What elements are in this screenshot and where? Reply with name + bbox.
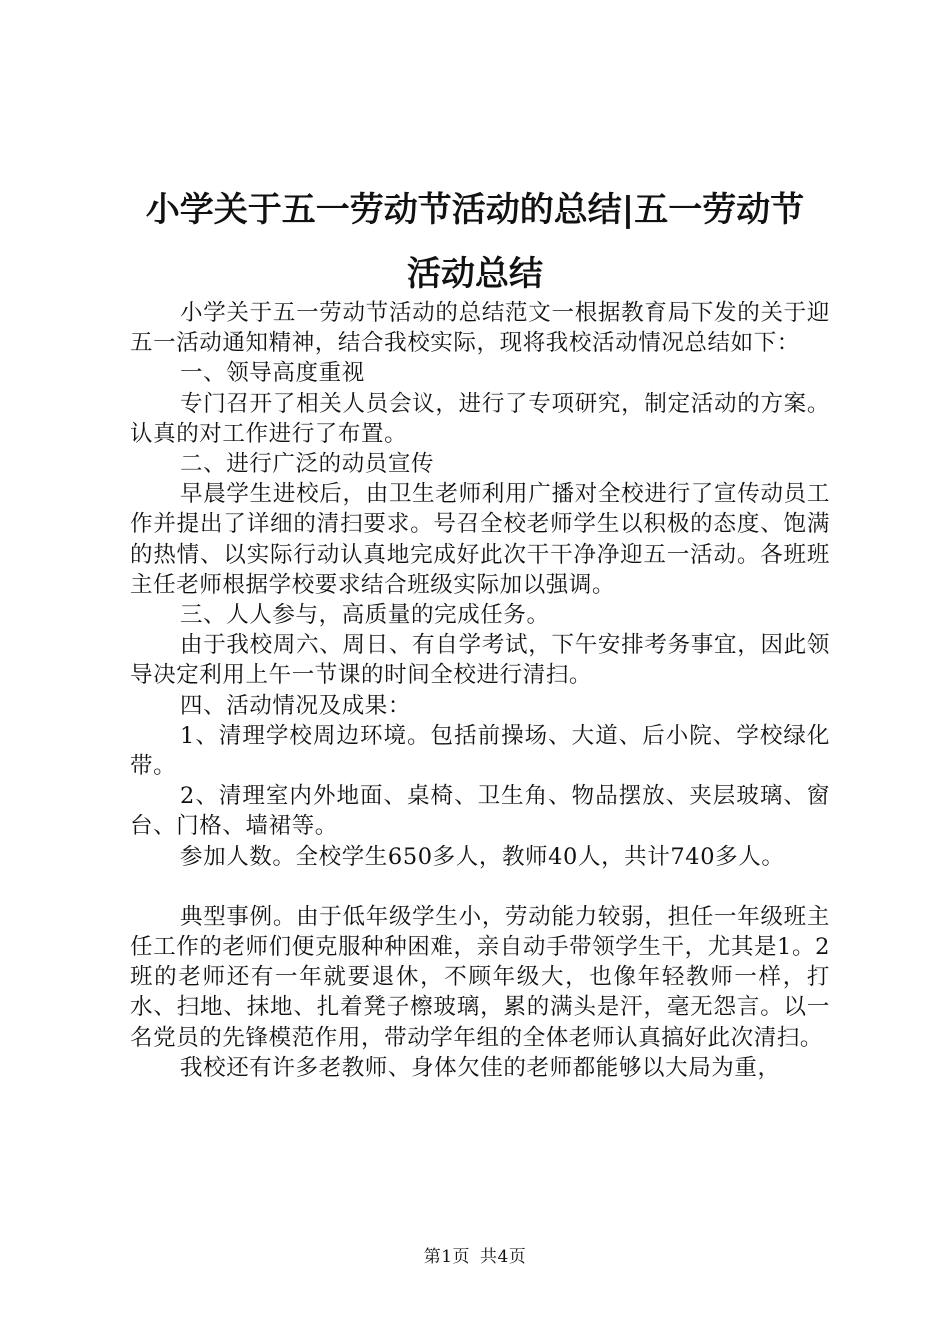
heading-section-4: 四、活动情况及成果： (180, 692, 412, 719)
paragraph-intro: 小学关于五一劳动节活动的总结范文一根据教育局下发的关于迎五一活动通知精神，结合我校实际，现将我校活动情况总结如下： (130, 300, 830, 357)
paragraph-section-2: 早晨学生进校后，由卫生老师利用广播对全校进行了宣传动员工作并提出了详细的清扫要求。号召全校老师学生以积极的态度、饱满的热情、以实际行动认真地完成好此次干干净净迎五一活动。各班班主任老师根据学校要求结合班级实际加以强调。 (130, 481, 830, 598)
paragraph-example: 典型事例。由于低年级学生小，劳动能力较弱，担任一年级班主任工作的老师们便克服种种困难，亲自动手带领学生干，尤其是1。2班的老师还有一年就要退休，不顾年级大，也像年轻教师一样，打水、扫地、抹地、扎着凳子檫玻璃，累的满头是汗，毫无怨言。以一名党员的先锋模范作用，带动学年组的全体老师认真搞好此次清扫。 (130, 903, 830, 1051)
paragraph-section-1: 专门召开了相关人员会议，进行了专项研究，制定活动的方案。认真的对工作进行了布置。 (130, 390, 830, 447)
page-footer (0, 1242, 950, 1267)
page-number: 第1页 (423, 1247, 471, 1267)
list-item-1: 1、清理学校周边环境。包括前操场、大道、后小院、学校绿化带。 (130, 722, 830, 780)
paragraph-continued: 我校还有许多老教师、身体欠佳的老师都能够以大局为重， (180, 1054, 781, 1081)
paragraph-participants: 参加人数。全校学生650多人，教师40人，共计740多人。 (180, 843, 785, 870)
page-title (100, 178, 850, 306)
heading-section-1: 一、领导高度重视 (180, 360, 365, 387)
list-item-2: 2、清理室内外地面、桌椅、卫生角、物品摆放、夹层玻璃、窗台、门格、墙裙等。 (130, 783, 830, 840)
title-line-2: 活动总结 (407, 254, 543, 294)
blank-line (130, 872, 830, 902)
heading-section-3: 三、人人参与，高质量的完成任务。 (180, 602, 550, 629)
paragraph-section-3: 由于我校周六、周日、有自学考试，下午安排考务事宜，因此领导决定利用上午一节课的时间全校进行清扫。 (130, 632, 830, 689)
document-body (130, 298, 830, 1083)
heading-section-2: 二、进行广泛的动员宣传 (180, 451, 435, 478)
page-total: 共4页 (479, 1247, 527, 1267)
title-line-1: 小学关于五一劳动节活动的总结|五一劳动节 (145, 190, 805, 230)
